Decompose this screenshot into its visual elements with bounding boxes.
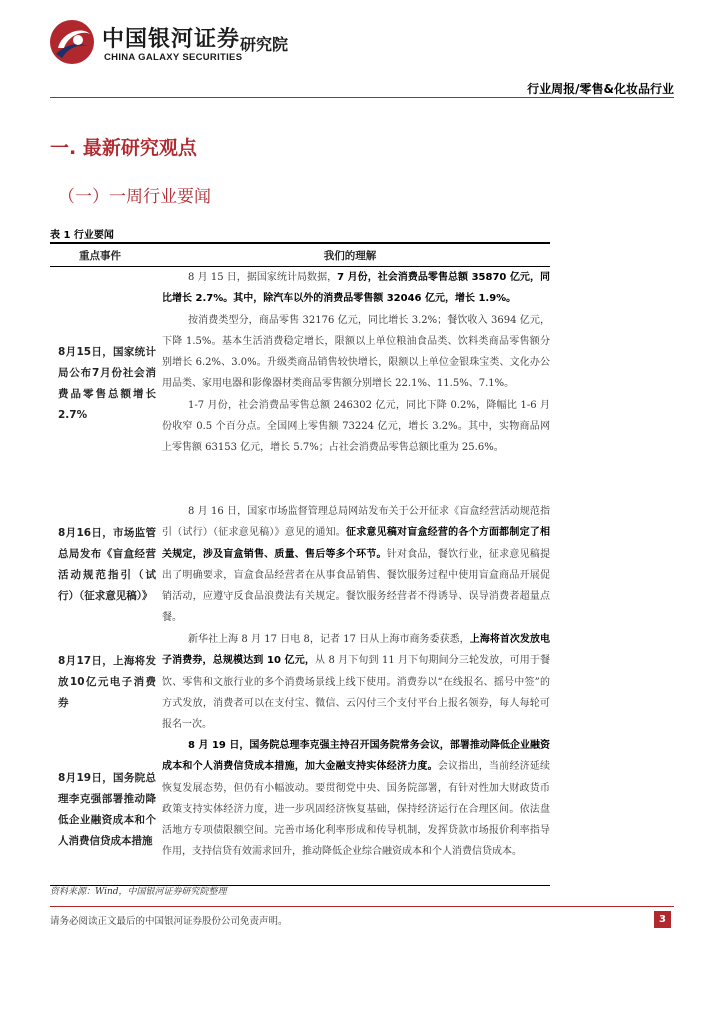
page-number: 3 — [654, 911, 671, 928]
footer-divider — [50, 906, 674, 907]
table-caption: 表 1 行业要闻 — [50, 230, 114, 241]
paragraph-text: 8 月 15 日，据国家统计局数据， — [188, 272, 338, 283]
galaxy-logo-icon — [48, 18, 96, 66]
paragraph-text: 按消费类型分，商品零售 32176 亿元，同比增长 3.2%；餐饮收入 3694 亿元，下降 1.5%。基本生活消费稳定增长，限额以上单位粮油食品类、饮料类商品零售额分别增长 6.2%、3.0%。升级类商品销售较快增长，限额以上单位金银珠宝类、文化办公用品类、家用电器和影像器材类商品零售额分别增长 22.1%、11.5%、7.1%。 — [162, 314, 550, 390]
header-divider — [50, 97, 674, 98]
column-header-understanding: 我们的理解 — [323, 249, 377, 262]
paragraph-text: 从 8 月下旬到 11 月下旬期间分三轮发放，可用于餐饮、零售和文旅行业的多个消费场景线上线下使用。消费券以“在线报名、摇号中签”的方式发放，消费者可以在支付宝、微信、云闪付三个支付平台上报名领券，每人每轮可报名一次。 — [162, 655, 550, 731]
table-header-row — [50, 244, 550, 267]
news-table — [50, 242, 550, 886]
paragraph-highlight: 上海将首次发放电子消费券，总规模达到 10 亿元， — [162, 634, 550, 667]
understanding-cell — [160, 629, 550, 735]
report-category: 行业周报/零售&化妆品行业 — [527, 82, 674, 96]
paragraph-highlight: 8 月 19 日，国务院总理李克强主持召开国务院常务会议，部署推动降低企业融资成本和个人消费信贷成本措施，加大金融支持实体经济力度。 — [162, 740, 550, 773]
paragraph-highlight: 征求意见稿对盲盒经营的各个方面都制定了相关规定，涉及盲盒销售、质量、售后等多个环节。 — [162, 527, 550, 560]
paragraph-text: 1-7 月份，社会消费品零售总额 246302 亿元，同比下降 0.2%，降幅比 1-6 月份收窄 0.5 个百分点。全国网上零售额 73224 亿元，增长 3.2%。其中，实物商品网上零售额 63153 亿元，增长 5.7%；占社会消费品零售总额比重为 25.6%。 — [162, 399, 550, 454]
event-cell: 8月16日，市场监管总局发布《盲盒经营活动规范指引（试行）（征求意见稿）》 — [58, 527, 156, 602]
table-row — [50, 735, 550, 885]
paragraph-highlight: 7 月份，社会消费品零售总额 35870 亿元，同比增长 2.7%。其中，除汽车以外的消费品零售额 32046 亿元，增长 1.9%。 — [162, 272, 550, 305]
event-cell: 8月17日，上海将发放10亿元电子消费券 — [58, 654, 156, 709]
brand-name-english: CHINA GALAXY SECURITIES — [104, 52, 243, 63]
paragraph-text: 新华社上海 8 月 17 日电 8，记者 17 日从上海市商务委获悉， — [188, 634, 470, 645]
footer-disclaimer: 请务必阅读正文最后的中国银河证券股份公司免责声明。 — [50, 916, 288, 927]
paragraph-text: 针对食品，餐饮行业，征求意见稿提出了明确要求，盲盒食品经营者在从事食品销售、餐饮服务过程中使用盲盒商品开展促销活动，应遵守反食品浪费法有关规定。餐饮服务经营者不得诱导、误导消费者超量点餐。 — [162, 548, 551, 624]
event-cell: 8月15日，国家统计局公布7月份社会消费品零售总额增长2.7% — [58, 346, 156, 421]
understanding-cell — [160, 267, 550, 501]
source-note: 资料来源：Wind，中国银河证券研究院整理 — [50, 887, 227, 897]
paragraph-text: 会议指出，当前经济延续恢复发展态势，但仍有小幅波动。要贯彻党中央、国务院部署，有针对性加大财政货币政策支持实体经济力度，进一步巩固经济恢复基础，保持经济运行在合理区间。依法盘活地方专项债限额空间。完善市场化利率形成和传导机制，发挥贷款市场报价利率指导作用，支持信贷有效需求回升，推动降低企业综合融资成本和个人消费信贷成本。 — [162, 761, 551, 858]
event-cell: 8月19日，国务院总理李克强部署推动降低企业融资成本和个人消费信贷成本措施 — [58, 772, 156, 847]
subsection-heading: （一）一周行业要闻 — [58, 187, 211, 207]
understanding-cell — [160, 735, 550, 885]
column-header-event: 重点事件 — [79, 249, 121, 262]
understanding-cell — [160, 501, 550, 629]
section-heading: 一. 最新研究观点 — [50, 137, 197, 159]
brand-department: 研究院 — [240, 35, 289, 54]
paragraph-text: 8 月 16 日，国家市场监督管理总局网站发布关于公开征求《盲盒经营活动规范指引（试行）（征求意见稿）》意见的通知。 — [162, 506, 550, 539]
table-row — [50, 267, 550, 501]
brand-name: 中国银河证券 — [102, 27, 241, 52]
page-header — [0, 0, 724, 100]
table-row — [50, 629, 550, 735]
table-row — [50, 501, 550, 629]
